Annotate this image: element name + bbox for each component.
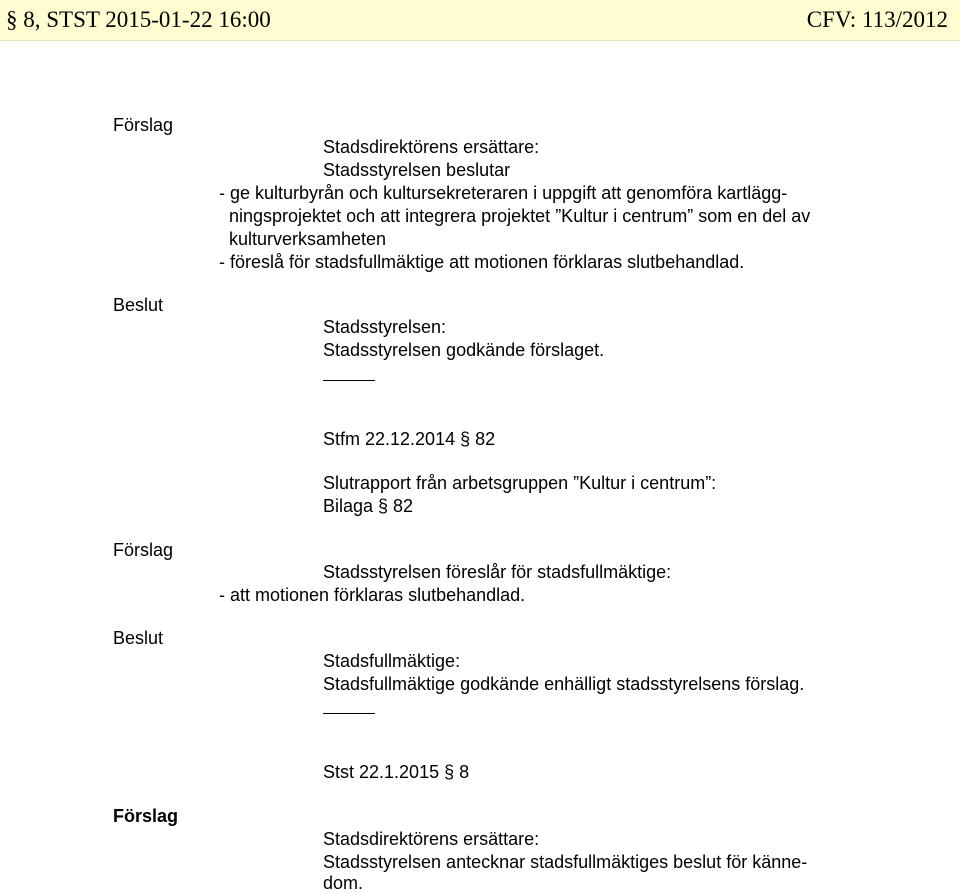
forslag-label-3: Förslag [113, 806, 179, 826]
reference-3: Stst 22.1.2015 § 8 [323, 762, 470, 782]
proposer-1: Stadsdirektörens ersättare: [323, 137, 540, 157]
proposal-item-1-line-3: kulturverksamheten [229, 229, 387, 249]
page-header [0, 0, 960, 41]
proposal-intro-1: Stadsstyrelsen beslutar [323, 160, 511, 180]
decision-2: Stadsfullmäktige godkände enhälligt stadsstyrelsens förslag. [323, 674, 805, 694]
proposal-item-1-line-1: - ge kulturbyrån och kultursekreteraren i uppgift att genomföra kartlägg- [219, 183, 788, 203]
forslag-label-2: Förslag [113, 540, 174, 560]
beslut-label-2: Beslut [113, 628, 164, 648]
proposal-item-1-line-2: ningsprojektet och att integrera projektet ”Kultur i centrum” som en del av [229, 206, 811, 226]
header-section-reference: § 8, STST 2015-01-22 16:00 [6, 7, 271, 32]
decider-1: Stadsstyrelsen: [323, 317, 447, 337]
reference-2: Stfm 22.12.2014 § 82 [323, 429, 496, 449]
attachment-title: Slutrapport från arbetsgruppen ”Kultur i centrum”: [323, 473, 717, 493]
attachment: Bilaga § 82 [323, 496, 414, 516]
decision-1: Stadsstyrelsen godkände förslaget. [323, 340, 605, 360]
separator-rule-1 [323, 380, 375, 381]
decider-2: Stadsfullmäktige: [323, 651, 461, 671]
header-case-number: CFV: 113/2012 [806, 7, 948, 32]
beslut-label-1: Beslut [113, 295, 164, 315]
proposal-item-2-1: - att motionen förklaras slutbehandlad. [219, 585, 526, 605]
separator-rule-2 [323, 713, 375, 714]
proposal-intro-2: Stadsstyrelsen föreslår för stadsfullmäktige: [323, 562, 672, 582]
note-line-1: Stadsstyrelsen antecknar stadsfullmäktiges beslut för känne- [323, 852, 808, 872]
proposal-item-2: - föreslå för stadsfullmäktige att motionen förklaras slutbehandlad. [219, 252, 745, 272]
forslag-label-1: Förslag [113, 115, 174, 135]
proposer-3: Stadsdirektörens ersättare: [323, 829, 540, 849]
note-line-2: dom. [323, 873, 364, 893]
